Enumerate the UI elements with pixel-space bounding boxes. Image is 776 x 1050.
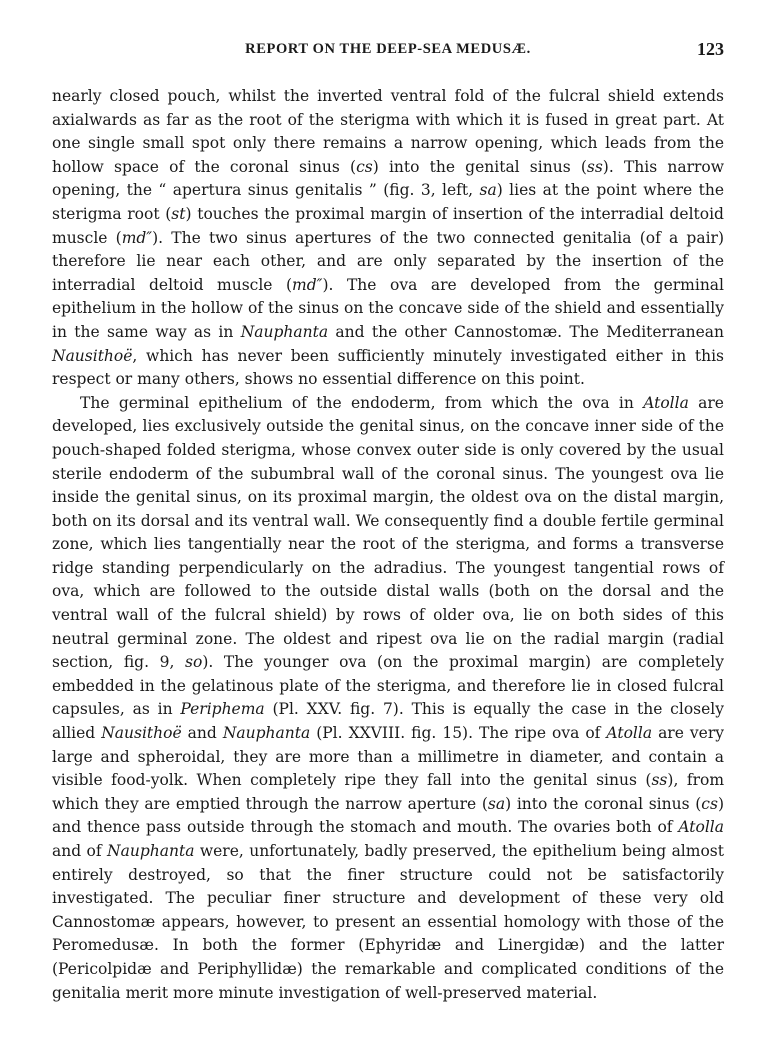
italic-term: Nauphanta — [240, 322, 329, 341]
text-run: nearly closed pouch, whilst the inverted ventral fold of the fulcral shield extends axialwards as far as the root of the sterigma with which it is fused in great part. At one single small spot only there remains a narrow opening, which leads from the hollow space of the coronal sinus ( — [52, 87, 724, 176]
text-run: and of — [52, 842, 108, 860]
text-run: ) and thence pass outside through the stomach and mouth. The ovaries both of — [52, 794, 724, 837]
italic-term: cs — [356, 157, 373, 176]
italic-term: Atolla — [643, 393, 689, 412]
page-number: 123 — [697, 39, 724, 59]
text-run: and — [181, 724, 223, 743]
running-title: REPORT ON THE DEEP-SEA MEDUSÆ. — [245, 41, 531, 57]
text-run: ). The younger ova (on the proximal margin) are completely embedded in the gelatinous plate of the sterigma, and therefore lie in closed fulcral capsules, as in — [52, 653, 724, 719]
text-run: ) touches the proximal margin of insertion of the interradial deltoid muscle ( — [52, 204, 724, 247]
italic-term: Nauphanta — [107, 842, 195, 860]
paragraph — [52, 392, 724, 1005]
italic-term: md″ — [121, 228, 153, 247]
italic-term: Atolla — [678, 818, 724, 837]
italic-term: Nausithoë — [101, 724, 182, 743]
text-run: ). The two sinus apertures of the two connected genitalia (of a pair) therefore lie near each other, and are only separated by the insertion of the interradial deltoid muscle ( — [52, 228, 724, 294]
italic-term: md″ — [292, 275, 323, 294]
italic-term: ss — [586, 157, 603, 176]
page-header — [52, 41, 724, 65]
italic-term: sa — [479, 181, 497, 200]
text-run: were, unfortunately, badly preserved, the epithelium being almost entirely destroyed, so that the finer structure could not be satisfactorily investigated. The peculiar finer structure and development of these very old Cannostomæ appears, however, to present an essential homology with those of the Peromedusæ. In both the former (Ephyridæ and Linergidæ) and the latter (Pericolpidæ and Periphyllidæ) the remarkable and complicated conditions of the genitalia merit more minute investigation of well-preserved material. — [52, 842, 724, 1002]
text-run: ), from which they are emptied through the narrow aperture ( — [52, 771, 725, 813]
italic-term: so — [185, 653, 203, 672]
italic-term: Nauphanta — [222, 724, 311, 743]
italic-term: Nausithoë — [52, 346, 133, 365]
text-run: ). This narrow opening, the “ apertura sinus genitalis ” (fig. 3, left, — [52, 157, 724, 200]
body-text — [52, 85, 724, 1005]
text-run: The germinal epithelium of the endoderm, from which the ova in — [80, 393, 644, 412]
italic-term: ss — [651, 771, 668, 790]
italic-term: sa — [487, 794, 506, 813]
text-run: ). The ova are developed from the germinal epithelium in the hollow of the sinus on the concave side of the shield and essentially in the same way as in — [52, 275, 724, 341]
italic-term: Periphema — [180, 700, 265, 719]
text-run: , which has never been sufficiently minutely investigated either in this respect or many others, shows no essential difference on this point. — [52, 346, 724, 389]
paragraph — [52, 85, 724, 392]
text-run: ) into the genital sinus ( — [372, 157, 587, 176]
text-run: (Pl. XXVIII. fig. 15). The ripe ova of — [310, 724, 607, 743]
text-run: (Pl. XXV. fig. 7). This is equally the case in the closely allied — [52, 700, 724, 743]
italic-term: cs — [701, 794, 718, 813]
text-run: and the other Cannostomæ. The Mediterranean — [328, 322, 724, 341]
text-run: ) lies at the point where the sterigma root ( — [52, 181, 725, 223]
text-run: are very large and spheroidal, they are more than a millimetre in diameter, and contain a visible food-yolk. When completely ripe they fall into the genital sinus ( — [52, 724, 724, 790]
text-run: are developed, lies exclusively outside the genital sinus, on the concave inner side of the pouch-shaped folded sterigma, whose convex outer side is only covered by the usual sterile endoderm of the subumbral wall of the coronal sinus. The youngest ova lie inside the genital sinus, on its proximal margin, the oldest ova on the distal margin, both on its dorsal and its ventral wall. We consequently find a double fertile germinal zone, which lies tangentially near the root of the sterigma, and forms a transverse ridge standing perpendicularly on the adradius. The youngest tangential rows of ova, which are followed to the outside distal walls (both on the dorsal and the ventral wall of the fulcral shield) by rows of older ova, lie on both sides of this neutral germinal zone. The oldest and ripest ova lie on the radial margin (radial section, fig. 9, — [52, 393, 724, 672]
italic-term: st — [171, 204, 186, 223]
text-run: ) into the coronal sinus ( — [505, 794, 702, 813]
italic-term: Atolla — [606, 724, 653, 743]
